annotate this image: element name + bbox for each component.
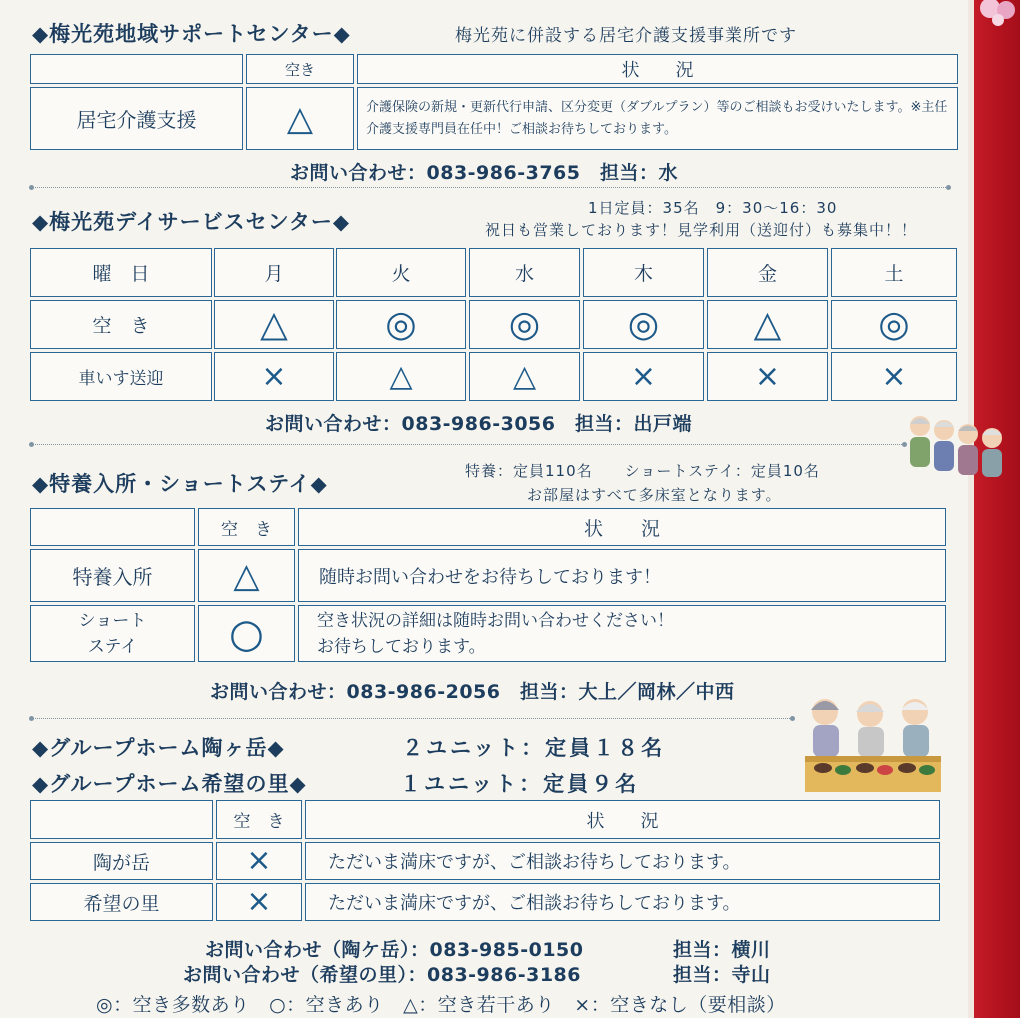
wheelchair-row-cell-4 bbox=[583, 352, 704, 401]
wheelchair-row-cell-0 bbox=[30, 352, 212, 401]
support-center-note: 梅光苑に併設する居宅介護支援事業所です bbox=[455, 26, 797, 46]
vacancy-row-cell-1 bbox=[214, 300, 334, 349]
day-header-cell-5 bbox=[707, 248, 828, 297]
vacancy-mark: △ bbox=[512, 358, 537, 394]
table3-header-blank bbox=[30, 508, 195, 546]
vacancy-mark: ◎ bbox=[627, 303, 660, 345]
row-tougatake-mark-cell bbox=[216, 842, 302, 880]
day-header-label: 月 bbox=[264, 263, 284, 285]
vacancy-mark: △ bbox=[260, 303, 288, 345]
elderly-meal-illustration bbox=[803, 690, 943, 794]
row-kibou-status: ただいま満床ですが、ご相談お待ちしております。 bbox=[305, 883, 940, 921]
group-home-kibou-capacity: １ユニット：定員９名 bbox=[400, 772, 640, 796]
vacancy-mark: ◎ bbox=[385, 303, 417, 345]
row-care-support-name: 居宅介護支援 bbox=[30, 87, 243, 150]
row-shortstay-name bbox=[30, 605, 195, 662]
table3-header-vacancy: 空 き bbox=[198, 508, 295, 546]
day-service-contact: お問い合わせ：083-986-3056 担当：出戸端 bbox=[265, 413, 692, 435]
row-shortstay-name-line2: ステイ bbox=[87, 636, 138, 657]
section-title-nursing-home: ◆特養入所・ショートステイ◆ bbox=[32, 472, 328, 496]
day-header-label: 曜 日 bbox=[92, 263, 150, 285]
vacancy-mark: × bbox=[261, 358, 287, 394]
day-header-cell-6 bbox=[831, 248, 957, 297]
day-service-capacity: 1日定員：35名 9：30〜16：30 bbox=[588, 199, 838, 217]
table4-header-vacancy: 空 き bbox=[216, 800, 302, 839]
vacancy-mark: △ bbox=[233, 555, 260, 596]
section-divider bbox=[32, 187, 948, 188]
nursing-home-capacity: 特養：定員110名 ショートステイ：定員10名 bbox=[465, 462, 820, 480]
vacancy-row-label: 空 き bbox=[92, 315, 150, 337]
right-decorative-strip bbox=[968, 0, 1020, 1018]
section-title-group-home-kibou: ◆グループホーム希望の里◆ bbox=[32, 772, 307, 796]
row-tougatake-name: 陶が岳 bbox=[30, 842, 213, 880]
day-header-label: 火 bbox=[391, 263, 411, 285]
wheelchair-row-label: 車いす送迎 bbox=[78, 369, 164, 389]
group-home-kibou-contact: お問い合わせ（希望の里）：083-986-3186 bbox=[183, 964, 581, 986]
group-home-tougatake-capacity: ２ユニット：定員１８名 bbox=[402, 736, 666, 760]
row-care-support-status: 介護保険の新規・更新代行申請、区分変更（ダブルプラン）等のご相談もお受けいたします。※主任介護支援専門員在任中！ご相談お待ちしております。 bbox=[357, 87, 958, 150]
row-shortstay-mark-cell bbox=[198, 605, 295, 662]
row-tokuyo-mark-cell bbox=[198, 549, 295, 602]
day-header-cell-2 bbox=[336, 248, 466, 297]
nursing-home-contact: お問い合わせ：083-986-2056 担当：大上／岡林／中西 bbox=[210, 681, 735, 703]
group-home-kibou-person: 担当：寺山 bbox=[673, 964, 771, 986]
elderly-group-illustration bbox=[900, 410, 1010, 480]
table4-header-blank bbox=[30, 800, 213, 839]
wheelchair-row-cell-1 bbox=[214, 352, 334, 401]
vacancy-mark: × bbox=[754, 358, 781, 394]
vacancy-row-cell-6 bbox=[831, 300, 957, 349]
day-header-cell-4 bbox=[583, 248, 704, 297]
vacancy-mark: × bbox=[246, 884, 272, 919]
vacancy-row-cell-0 bbox=[30, 300, 212, 349]
day-header-cell-3 bbox=[469, 248, 580, 297]
wheelchair-row-cell-6 bbox=[831, 352, 957, 401]
vacancy-row-cell-5 bbox=[707, 300, 828, 349]
vacancy-mark: △ bbox=[389, 358, 413, 394]
nursing-home-note: お部屋はすべて多床室となります。 bbox=[527, 486, 782, 504]
table1-header-vacancy: 空き bbox=[246, 54, 354, 84]
row-shortstay-status-line1: 空き状況の詳細は随時お問い合わせください！ bbox=[317, 610, 674, 631]
row-shortstay-status bbox=[298, 605, 946, 662]
vacancy-mark: × bbox=[881, 358, 907, 394]
day-header-cell-0 bbox=[30, 248, 212, 297]
row-tougatake-status: ただいま満床ですが、ご相談お待ちしております。 bbox=[305, 842, 940, 880]
table1-header-blank bbox=[30, 54, 243, 84]
day-header-label: 木 bbox=[633, 263, 653, 285]
day-header-label: 水 bbox=[514, 263, 534, 285]
row-shortstay-status-line2: お待ちしております。 bbox=[317, 636, 486, 657]
vacancy-legend: ◎：空き多数あり ○：空きあり △：空き若干あり ×：空きなし（要相談） bbox=[96, 994, 786, 1016]
vacancy-row-cell-2 bbox=[336, 300, 466, 349]
wheelchair-row-cell-2 bbox=[336, 352, 466, 401]
section-divider bbox=[32, 444, 904, 445]
day-service-note: 祝日も営業しております！見学利用（送迎付）も募集中！！ bbox=[485, 221, 918, 239]
row-shortstay-name-line1: ショート bbox=[78, 610, 147, 631]
vacancy-mark: ◎ bbox=[508, 303, 541, 345]
table3-header-status: 状 況 bbox=[298, 508, 946, 546]
table1-header-status: 状 況 bbox=[357, 54, 958, 84]
vacancy-mark: △ bbox=[286, 98, 314, 139]
vacancy-mark: × bbox=[630, 358, 657, 394]
vacancy-mark: △ bbox=[753, 303, 782, 345]
row-tokuyo-status: 随時お問い合わせをお待ちしております！ bbox=[298, 549, 946, 602]
wheelchair-row-cell-3 bbox=[469, 352, 580, 401]
day-header-cell-1 bbox=[214, 248, 334, 297]
flower-decoration bbox=[978, 0, 1018, 40]
group-home-tougatake-contact: お問い合わせ（陶ケ岳）：083-985-0150 bbox=[205, 939, 584, 961]
row-care-support-mark-cell bbox=[246, 87, 354, 150]
group-home-tougatake-person: 担当：横川 bbox=[673, 939, 771, 961]
vacancy-mark: ○ bbox=[229, 610, 264, 657]
section-divider bbox=[32, 718, 792, 719]
section-title-group-home-tougatake: ◆グループホーム陶ヶ岳◆ bbox=[32, 736, 285, 760]
row-tokuyo-name: 特養入所 bbox=[30, 549, 195, 602]
section-title-support-center: ◆梅光苑地域サポートセンター◆ bbox=[32, 22, 351, 46]
vacancy-mark: × bbox=[246, 843, 272, 878]
row-kibou-mark-cell bbox=[216, 883, 302, 921]
vacancy-row-cell-4 bbox=[583, 300, 704, 349]
support-center-contact: お問い合わせ：083-986-3765 担当：水 bbox=[290, 162, 678, 184]
vacancy-row-cell-3 bbox=[469, 300, 580, 349]
section-title-day-service: ◆梅光苑デイサービスセンター◆ bbox=[32, 210, 350, 234]
row-kibou-name: 希望の里 bbox=[30, 883, 213, 921]
day-header-label: 土 bbox=[884, 263, 904, 285]
day-header-label: 金 bbox=[757, 263, 777, 285]
wheelchair-row-cell-5 bbox=[707, 352, 828, 401]
vacancy-mark: ◎ bbox=[878, 303, 910, 345]
table4-header-status: 状 況 bbox=[305, 800, 940, 839]
